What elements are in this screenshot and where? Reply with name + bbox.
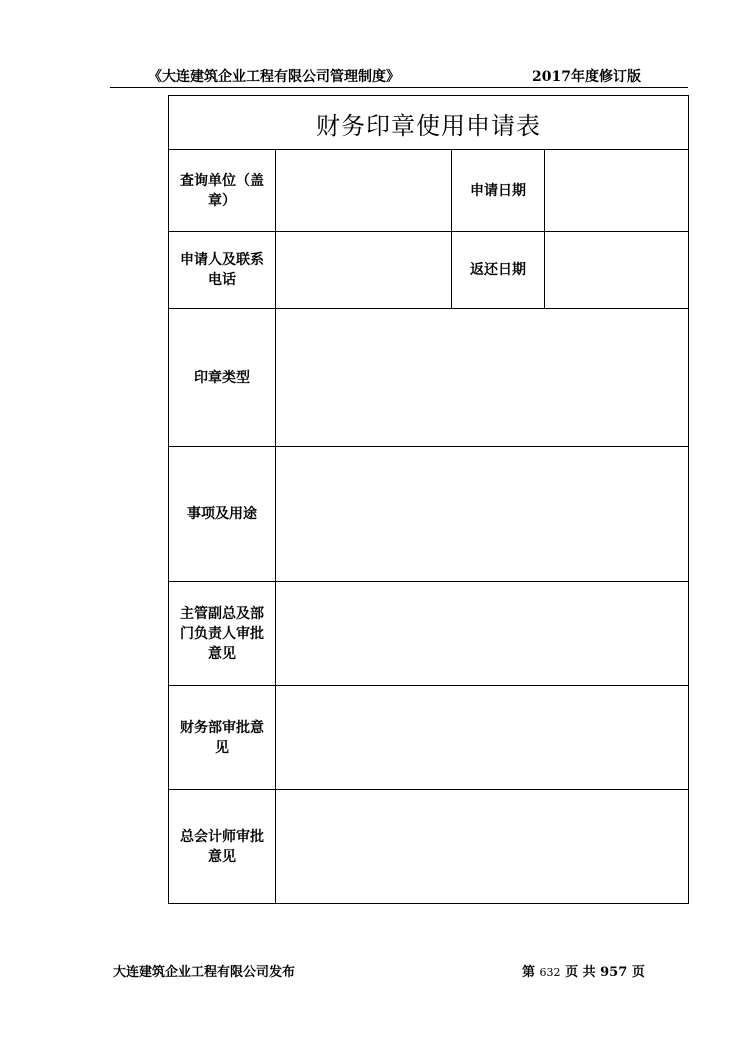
manager-approval-label: 主管副总及部门负责人审批意见 <box>180 605 264 662</box>
purpose-field[interactable] <box>276 447 688 581</box>
form-title: 财务印章使用申请表 <box>316 111 541 140</box>
applicant-field[interactable] <box>276 232 451 308</box>
header-rule <box>110 87 688 88</box>
manager-approval-field[interactable] <box>276 582 688 685</box>
footer-page-number: 第 632 页 共 957 页 <box>522 965 645 980</box>
purpose-label: 事项及用途 <box>187 506 257 522</box>
finance-approval-label: 财务部审批意见 <box>180 719 264 756</box>
applicant-label: 申请人及联系电话 <box>180 252 264 288</box>
return-date-label: 返还日期 <box>470 262 526 278</box>
header-doc-title: 《大连建筑企业工程有限公司管理制度》 <box>148 69 400 85</box>
chief-accountant-field[interactable] <box>276 790 688 903</box>
apply-date-label: 申请日期 <box>470 182 526 199</box>
unit-value-field[interactable] <box>276 150 451 231</box>
footer-publisher: 大连建筑企业工程有限公司发布 <box>113 965 296 980</box>
apply-date-field[interactable] <box>545 150 688 231</box>
seal-type-field[interactable] <box>276 309 688 446</box>
return-date-field[interactable] <box>545 232 688 308</box>
header-version: 2017年度修订版 <box>532 69 641 85</box>
unit-label: 查询单位（盖章） <box>180 172 264 209</box>
finance-approval-field[interactable] <box>276 686 688 789</box>
seal-type-label: 印章类型 <box>194 369 250 386</box>
chief-accountant-label: 总会计师审批意见 <box>180 828 264 865</box>
